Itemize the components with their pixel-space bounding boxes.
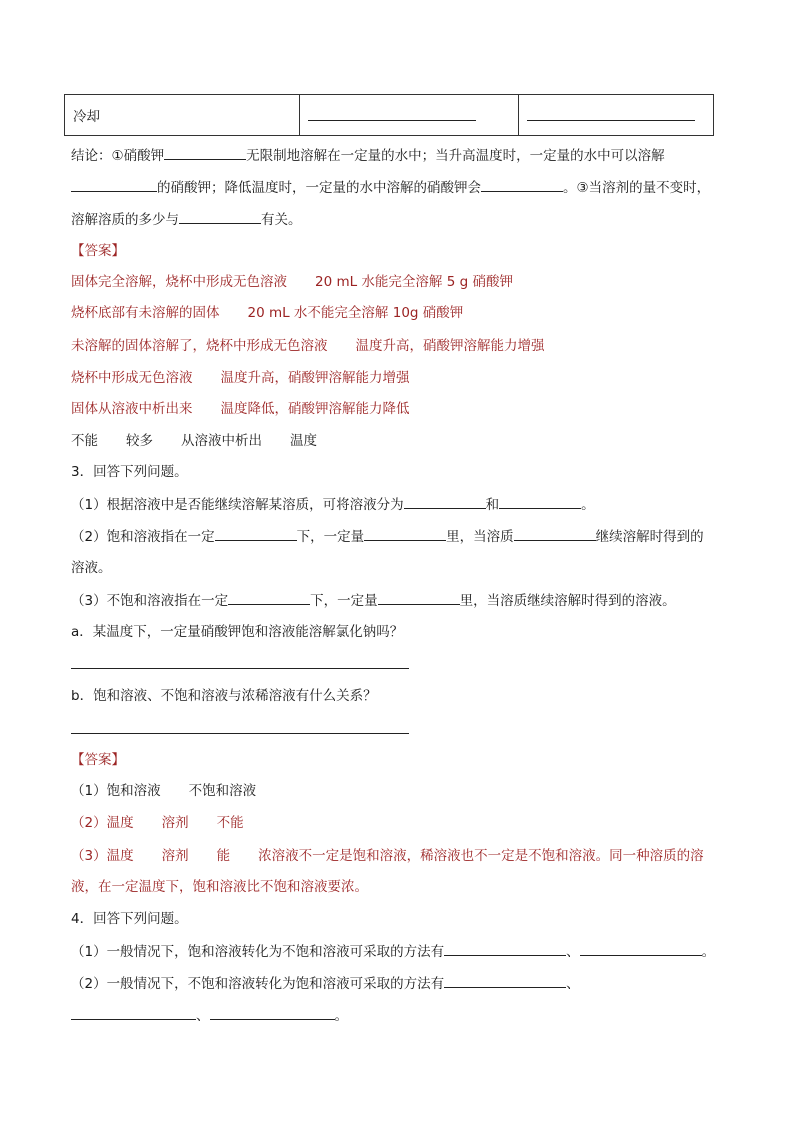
- answer-blank[interactable]: [378, 590, 460, 605]
- answer-text: 20 mL 水能完全溶解 5 g 硝酸钾: [315, 274, 513, 290]
- table-cell-cooling: 冷却: [65, 95, 300, 136]
- answer-line[interactable]: [71, 668, 409, 669]
- question-4-title: 4．回答下列问题。: [71, 911, 188, 927]
- question-3-a: a．某温度下，一定量硝酸钾饱和溶液能溶解氯化钠吗？: [71, 624, 404, 640]
- answer-text: 20 mL 水不能完全溶解 10g 硝酸钾: [247, 305, 464, 321]
- question-3-b: b．饱和溶液、不饱和溶液与浓稀溶液有什么关系？: [71, 688, 377, 704]
- answer-blank[interactable]: [179, 209, 261, 224]
- text: 里，当溶质继续溶解时得到的溶液。: [459, 593, 676, 609]
- text: （3）不饱和溶液指在一定: [71, 593, 229, 609]
- text: 有关。: [261, 212, 302, 228]
- answer-blank[interactable]: [71, 177, 157, 192]
- answer-text: 未溶解的固体溶解了，烧杯中形成无色溶液: [71, 338, 328, 354]
- answer-text: 固体完全溶解，烧杯中形成无色溶液: [71, 274, 287, 290]
- experiment-table: [64, 94, 714, 136]
- text: 、: [196, 1008, 210, 1024]
- question-3-part-2-cont: 溶液。: [71, 560, 112, 576]
- text: （2）饱和溶液指在一定: [71, 529, 215, 545]
- answer-blank[interactable]: [308, 106, 476, 121]
- answer-header: 【答案】: [71, 243, 125, 259]
- answer-row: [71, 781, 256, 801]
- text: 无限制地溶解在一定量的水中；当升高温度时，一定量的水中可以溶解: [246, 148, 665, 164]
- question-3-part-3: [71, 590, 676, 611]
- answer-blank[interactable]: [215, 526, 297, 541]
- question-3-part-1: [71, 494, 595, 515]
- answer-blank[interactable]: [499, 494, 581, 509]
- text: 溶解溶质的多少与: [71, 212, 179, 228]
- answer-row: [71, 272, 513, 292]
- text: 下，一定量: [296, 529, 365, 545]
- text: 和: [485, 497, 500, 513]
- answer-row: [71, 399, 410, 419]
- answer-text: 温度: [290, 433, 317, 449]
- answer-row: [71, 368, 410, 388]
- answer-text: 较多: [126, 433, 153, 449]
- text: 、: [566, 944, 580, 960]
- answer-blank[interactable]: [164, 145, 246, 160]
- text: 。: [701, 944, 716, 960]
- answer-text: 浓溶液不一定是饱和溶液，稀溶液也不一定是不饱和溶液。同一种溶质的溶: [258, 848, 704, 864]
- table-row: [65, 95, 714, 136]
- answer-blank[interactable]: [364, 526, 446, 541]
- conclusion-line-1: [71, 145, 665, 166]
- answer-text: 能: [216, 848, 231, 864]
- answer-text: （1）饱和溶液: [71, 783, 161, 799]
- question-3-part-2: [71, 526, 704, 547]
- answer-text: 不能: [71, 433, 98, 449]
- answer-text: 溶剂: [161, 848, 189, 864]
- answer-blank[interactable]: [481, 177, 563, 192]
- table-cell-blank[interactable]: [519, 95, 714, 136]
- question-4-part-2-cont: [71, 1005, 348, 1026]
- answer-line[interactable]: [71, 733, 409, 734]
- answer-text: 温度升高，硝酸钾溶解能力增强: [355, 338, 545, 354]
- conclusion-line-3: [71, 209, 302, 230]
- answer-blank[interactable]: [210, 1005, 335, 1020]
- answer-blank[interactable]: [444, 973, 566, 988]
- answer-text: 不能: [216, 815, 244, 831]
- table-cell-blank[interactable]: [300, 95, 519, 136]
- answer-blank[interactable]: [404, 494, 486, 509]
- question-4-part-1: [71, 941, 715, 962]
- text: （1）一般情况下，饱和溶液转化为不饱和溶液可采取的方法有: [71, 944, 445, 960]
- answer-text: （3）温度: [71, 848, 134, 864]
- text: 。: [334, 1008, 348, 1024]
- answer-blank[interactable]: [580, 941, 702, 956]
- answer-text: 从溶液中析出: [181, 433, 262, 449]
- answer-row: [71, 303, 463, 323]
- answer-row: [71, 431, 317, 451]
- answer-row: [71, 336, 545, 356]
- answer-text: 不饱和溶液: [188, 783, 257, 799]
- answer-text: 烧杯中形成无色溶液: [71, 370, 193, 386]
- text: 里，当溶质: [446, 529, 514, 545]
- answer-header: 【答案】: [71, 752, 125, 768]
- answer-blank[interactable]: [527, 106, 695, 121]
- text: 。: [581, 497, 595, 513]
- answer-blank[interactable]: [228, 590, 310, 605]
- text: 结论：①硝酸钾: [71, 148, 165, 164]
- text: 继续溶解时得到的: [595, 529, 704, 545]
- answer-text: 固体从溶液中析出来: [71, 401, 193, 417]
- text: （1）根据溶液中是否能继续溶解某溶质，可将溶液分为: [71, 497, 404, 513]
- answer-text: 温度降低，硝酸钾溶解能力降低: [220, 401, 410, 417]
- answer-blank[interactable]: [514, 526, 596, 541]
- answer-row: [71, 846, 704, 866]
- question-4-part-2: [71, 973, 580, 994]
- answer-text: （2）温度: [71, 815, 134, 831]
- answer-text: 温度升高，硝酸钾溶解能力增强: [220, 370, 410, 386]
- question-3-title: 3．回答下列问题。: [71, 464, 188, 480]
- text: 。③当溶剂的量不变时，: [563, 180, 711, 196]
- text: （2）一般情况下，不饱和溶液转化为饱和溶液可采取的方法有: [71, 976, 445, 992]
- text: 、: [566, 976, 580, 992]
- answer-blank[interactable]: [71, 1005, 196, 1020]
- answer-blank[interactable]: [444, 941, 566, 956]
- conclusion-line-2: [71, 177, 710, 198]
- text: 下，一定量: [310, 593, 378, 609]
- text: 的硝酸钾；降低温度时，一定量的水中溶解的硝酸钾会: [157, 180, 481, 196]
- answer-text: 溶剂: [161, 815, 189, 831]
- answer-row: [71, 813, 244, 833]
- answer-text: 烧杯底部有未溶解的固体: [71, 305, 220, 321]
- answer-row: 液，在一定温度下，饱和溶液比不饱和溶液要浓。: [71, 879, 368, 895]
